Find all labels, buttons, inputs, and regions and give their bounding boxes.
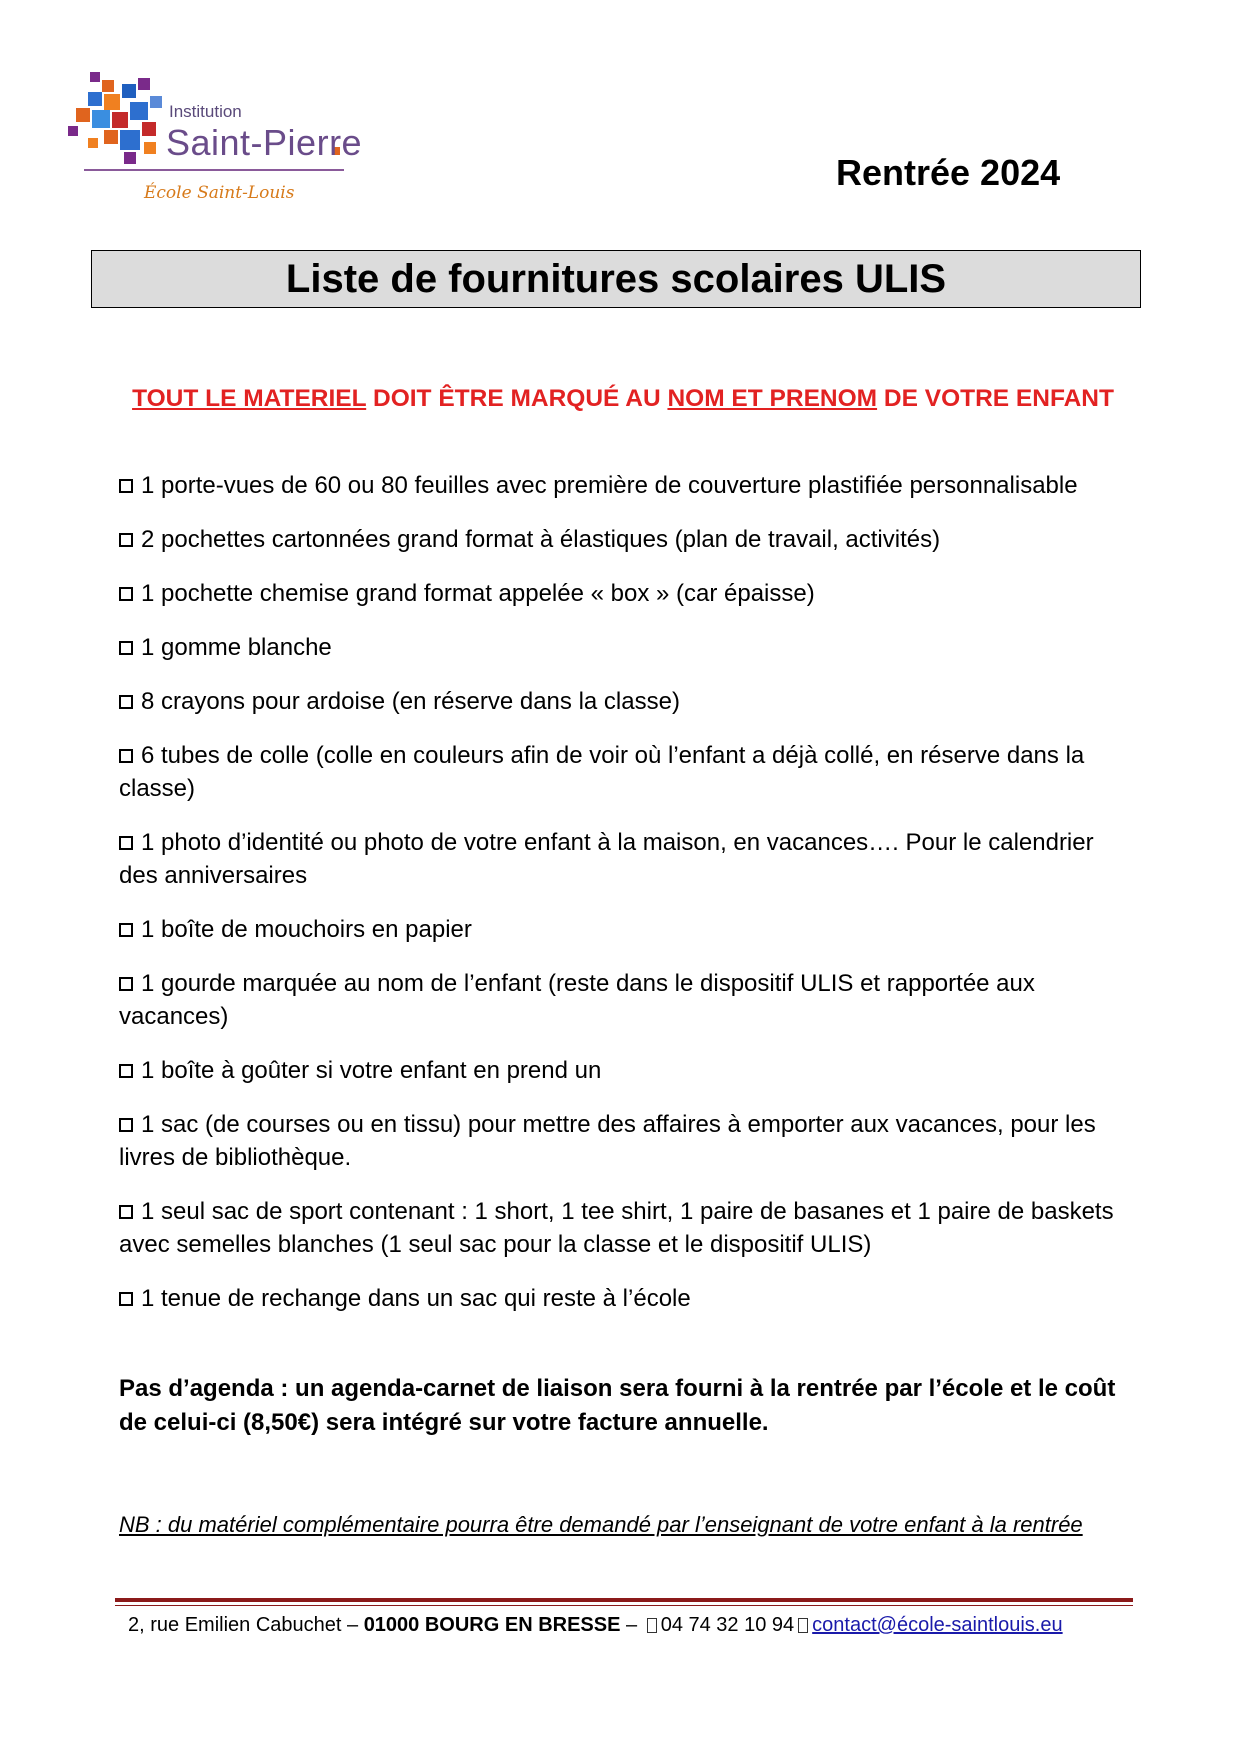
logo-school-text: École Saint-Louis	[144, 183, 295, 203]
supply-item	[119, 739, 1129, 805]
checkbox-icon	[119, 533, 133, 547]
supply-item-text: 1 porte-vues de 60 ou 80 feuilles avec première de couverture plastifiée personnalisable	[141, 472, 1078, 499]
supply-item-text: 1 boîte de mouchoirs en papier	[141, 916, 472, 943]
checkbox-icon	[119, 695, 133, 709]
checkbox-icon	[119, 1205, 133, 1219]
warning-part3: NOM ET PRENOM	[667, 385, 878, 412]
warning-part1: TOUT LE MATERIEL	[132, 385, 367, 412]
checkbox-icon	[119, 1064, 133, 1078]
checkbox-icon	[119, 1292, 133, 1306]
footer-phone: 04 74 32 10 94	[660, 1614, 795, 1636]
supply-item	[119, 1282, 1129, 1315]
warning-part4: DE VOTRE ENFANT	[877, 385, 1114, 412]
supply-item	[119, 1054, 1129, 1087]
footer-email-link[interactable]: contact@école-saintlouis.eu	[812, 1614, 1063, 1636]
supply-item-text: 1 gomme blanche	[141, 634, 332, 661]
checkbox-icon	[119, 836, 133, 850]
supply-item	[119, 469, 1129, 502]
checkbox-icon	[119, 923, 133, 937]
logo-name-text: Saint-Pierre	[166, 122, 363, 163]
footer-divider	[115, 1598, 1133, 1602]
nb-note: NB : du matériel complémentaire pourra être demandé par l’enseignant de votre enfant à la rentrée	[119, 1512, 1083, 1537]
supply-item-text: 1 tenue de rechange dans un sac qui reste à l’école	[141, 1285, 691, 1312]
phone-icon	[647, 1618, 657, 1633]
checkbox-icon	[119, 1118, 133, 1132]
footer-address: 2, rue Emilien Cabuchet –	[128, 1614, 364, 1636]
supply-item	[119, 1108, 1129, 1174]
footer-separator: –	[620, 1614, 643, 1636]
supply-item-text: 1 sac (de courses ou en tissu) pour mettre des affaires à emporter aux vacances, pour les livres de bibliothèque.	[119, 1111, 1096, 1171]
supply-item	[119, 967, 1129, 1033]
year-label: Rentrée 2024	[836, 152, 1061, 193]
checkbox-icon	[119, 587, 133, 601]
footer-contact	[128, 1614, 1063, 1637]
agenda-note: Pas d’agenda : un agenda-carnet de liaison sera fourni à la rentrée par l’école et le coût de celui-ci (8,50€) sera intégré sur votre facture annuelle.	[119, 1375, 1116, 1436]
checkbox-icon	[119, 641, 133, 655]
supply-item-text: 1 pochette chemise grand format appelée « box » (car épaisse)	[141, 580, 815, 607]
supply-item-text: 8 crayons pour ardoise (en réserve dans la classe)	[141, 688, 680, 715]
marking-warning	[118, 382, 1128, 416]
supply-item	[119, 631, 1129, 664]
school-logo	[64, 52, 394, 227]
checkbox-icon	[119, 749, 133, 763]
supply-item-text: 6 tubes de colle (colle en couleurs afin de voir où l’enfant a déjà collé, en réserve dans la classe)	[119, 742, 1105, 802]
supply-item	[119, 523, 1129, 556]
checkbox-icon	[119, 479, 133, 493]
footer-divider-thin	[115, 1605, 1133, 1606]
warning-part2: DOIT ÊTRE MARQUÉ AU	[366, 385, 668, 412]
supply-item	[119, 913, 1129, 946]
checkbox-icon	[119, 977, 133, 991]
footer-city: 01000 BOURG EN BRESSE	[363, 1614, 621, 1636]
supply-item-text: 1 seul sac de sport contenant : 1 short, 1 tee shirt, 1 paire de basanes et 1 paire de baskets avec semelles blanches (1 seul sac pour la classe et le dispositif ULIS)	[119, 1198, 1114, 1258]
supply-item	[119, 685, 1129, 718]
supply-list	[119, 469, 1129, 1336]
supply-item-text: 1 boîte à goûter si votre enfant en prend un	[141, 1057, 602, 1084]
logo-institution-text: Institution	[169, 102, 242, 121]
supply-item	[119, 1195, 1129, 1261]
page-title: Liste de fournitures scolaires ULIS	[91, 250, 1141, 308]
supply-item	[119, 826, 1129, 892]
supply-item-text: 1 photo d’identité ou photo de votre enfant à la maison, en vacances…. Pour le calendrier des anniversaires	[119, 829, 1094, 889]
supply-item-text: 1 gourde marquée au nom de l’enfant (reste dans le dispositif ULIS et rapportée aux vacances)	[119, 970, 1035, 1030]
supply-item-text: 2 pochettes cartonnées grand format à élastiques (plan de travail, activités)	[141, 526, 941, 553]
email-icon	[798, 1618, 808, 1633]
supply-item	[119, 577, 1129, 610]
